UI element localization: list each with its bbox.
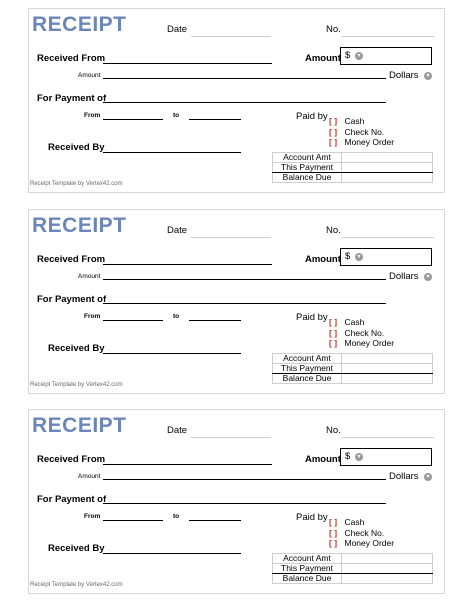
amount-label: Amount (305, 53, 341, 64)
option-cash-label: Cash (344, 116, 365, 126)
checkbox[interactable]: [ ] (329, 137, 338, 147)
date-label: Date (167, 425, 188, 436)
received-by-label: Received By (48, 543, 105, 554)
dollars-label: Dollars (389, 471, 419, 482)
to-field[interactable] (189, 119, 241, 120)
from-field[interactable] (103, 320, 163, 321)
this-payment-field[interactable] (342, 364, 433, 374)
checkbox[interactable]: [ ] (329, 317, 338, 327)
checkbox[interactable]: [ ] (329, 127, 338, 137)
option-check-label: Check No. (344, 328, 385, 338)
option-money-order-label: Money Order (344, 137, 395, 147)
received-by-field[interactable] (103, 353, 241, 354)
summary-label: Account Amt (273, 153, 342, 163)
dropdown-circle-icon[interactable]: ▾ (424, 72, 432, 80)
option-money-order-label: Money Order (344, 538, 395, 548)
this-payment-field[interactable] (342, 564, 433, 574)
checkbox[interactable]: [ ] (329, 528, 338, 538)
for-payment-field[interactable] (103, 102, 386, 103)
for-payment-field[interactable] (103, 303, 386, 304)
footer-credit: Receipt Template by Vertex42.com (30, 582, 123, 588)
no-field[interactable] (342, 36, 434, 37)
to-label: to (173, 313, 180, 320)
amount-input[interactable] (340, 448, 432, 466)
option-cash-label: Cash (344, 317, 365, 327)
amount-label: Amount (305, 454, 341, 465)
footer-credit: Receipt Template by Vertex42.com (30, 181, 123, 187)
summary-label: Balance Due (273, 574, 342, 584)
checkbox[interactable]: [ ] (329, 338, 338, 348)
table-row (273, 554, 433, 564)
to-label: to (173, 112, 180, 119)
option-money-order[interactable] (329, 132, 394, 150)
received-from-field[interactable] (103, 264, 272, 265)
date-label: Date (167, 24, 188, 35)
table-row (273, 564, 433, 574)
dropdown-circle-icon[interactable]: ▾ (355, 453, 363, 461)
table-row (273, 163, 433, 173)
account-amt-field[interactable] (342, 153, 433, 163)
amount-input[interactable] (340, 47, 432, 65)
no-field[interactable] (342, 437, 434, 438)
table-row (273, 364, 433, 374)
for-payment-label: For Payment of (37, 494, 107, 505)
dropdown-circle-icon[interactable]: ▾ (355, 52, 363, 60)
summary-label: This Payment (273, 364, 342, 374)
received-by-field[interactable] (103, 152, 241, 153)
currency-symbol: $ (345, 50, 351, 61)
paid-by-label: Paid by (296, 111, 328, 122)
dollars-label: Dollars (389, 271, 419, 282)
from-field[interactable] (103, 520, 163, 521)
table-row (273, 354, 433, 364)
date-field[interactable] (191, 437, 271, 438)
summary-label: Account Amt (273, 354, 342, 364)
table-row (273, 153, 433, 163)
footer-credit: Receipt Template by Vertex42.com (30, 382, 123, 388)
table-row (273, 374, 433, 384)
currency-symbol: $ (345, 251, 351, 262)
option-money-order-label: Money Order (344, 338, 395, 348)
received-by-label: Received By (48, 142, 105, 153)
checkbox[interactable]: [ ] (329, 517, 338, 527)
option-check-label: Check No. (344, 528, 385, 538)
table-row (273, 173, 433, 183)
receipt-card-1 (28, 8, 445, 193)
to-field[interactable] (189, 520, 241, 521)
summary-table (272, 353, 433, 384)
balance-due-field[interactable] (342, 173, 433, 183)
amount-words-field[interactable] (103, 479, 386, 480)
for-payment-label: For Payment of (37, 294, 107, 305)
option-check-label: Check No. (344, 127, 385, 137)
amount-label: Amount (305, 254, 341, 265)
option-money-order[interactable] (329, 533, 394, 551)
no-label: No. (326, 225, 341, 236)
amount-words-label: Amount (78, 273, 101, 280)
received-by-label: Received By (48, 343, 105, 354)
received-from-label: Received From (37, 454, 106, 465)
date-field[interactable] (191, 237, 271, 238)
amount-words-label: Amount (78, 473, 101, 480)
checkbox[interactable]: [ ] (329, 538, 338, 548)
summary-label: Balance Due (273, 173, 342, 183)
dollars-label: Dollars (389, 70, 419, 81)
summary-label: This Payment (273, 163, 342, 173)
summary-label: Account Amt (273, 554, 342, 564)
balance-due-field[interactable] (342, 374, 433, 384)
date-label: Date (167, 225, 188, 236)
summary-table (272, 152, 433, 183)
this-payment-field[interactable] (342, 163, 433, 173)
from-label: From (84, 513, 101, 520)
dropdown-circle-icon[interactable]: ▾ (424, 473, 432, 481)
from-label: From (84, 313, 101, 320)
amount-words-field[interactable] (103, 78, 386, 79)
table-row (273, 574, 433, 584)
option-cash-label: Cash (344, 517, 365, 527)
option-money-order[interactable] (329, 333, 394, 351)
paid-by-label: Paid by (296, 512, 328, 523)
dropdown-circle-icon[interactable]: ▾ (355, 253, 363, 261)
no-label: No. (326, 24, 341, 35)
received-from-label: Received From (37, 254, 106, 265)
amount-input[interactable] (340, 248, 432, 266)
no-field[interactable] (342, 237, 434, 238)
dropdown-circle-icon[interactable]: ▾ (424, 273, 432, 281)
balance-due-field[interactable] (342, 574, 433, 584)
for-payment-field[interactable] (103, 503, 386, 504)
receipt-card-3 (28, 409, 445, 594)
received-from-field[interactable] (103, 63, 272, 64)
checkbox[interactable]: [ ] (329, 328, 338, 338)
summary-label: Balance Due (273, 374, 342, 384)
to-label: to (173, 513, 180, 520)
amount-words-field[interactable] (103, 279, 386, 280)
from-label: From (84, 112, 101, 119)
received-by-field[interactable] (103, 553, 241, 554)
received-from-field[interactable] (103, 464, 272, 465)
account-amt-field[interactable] (342, 354, 433, 364)
receipt-title: RECEIPT (32, 13, 127, 36)
for-payment-label: For Payment of (37, 93, 107, 104)
currency-symbol: $ (345, 451, 351, 462)
checkbox[interactable]: [ ] (329, 116, 338, 126)
amount-words-label: Amount (78, 72, 101, 79)
no-label: No. (326, 425, 341, 436)
receipt-card-2 (28, 209, 445, 394)
receipt-title: RECEIPT (32, 414, 127, 437)
received-from-label: Received From (37, 53, 106, 64)
from-field[interactable] (103, 119, 163, 120)
to-field[interactable] (189, 320, 241, 321)
summary-label: This Payment (273, 564, 342, 574)
account-amt-field[interactable] (342, 554, 433, 564)
date-field[interactable] (191, 36, 271, 37)
paid-by-label: Paid by (296, 312, 328, 323)
receipt-title: RECEIPT (32, 214, 127, 237)
summary-table (272, 553, 433, 584)
